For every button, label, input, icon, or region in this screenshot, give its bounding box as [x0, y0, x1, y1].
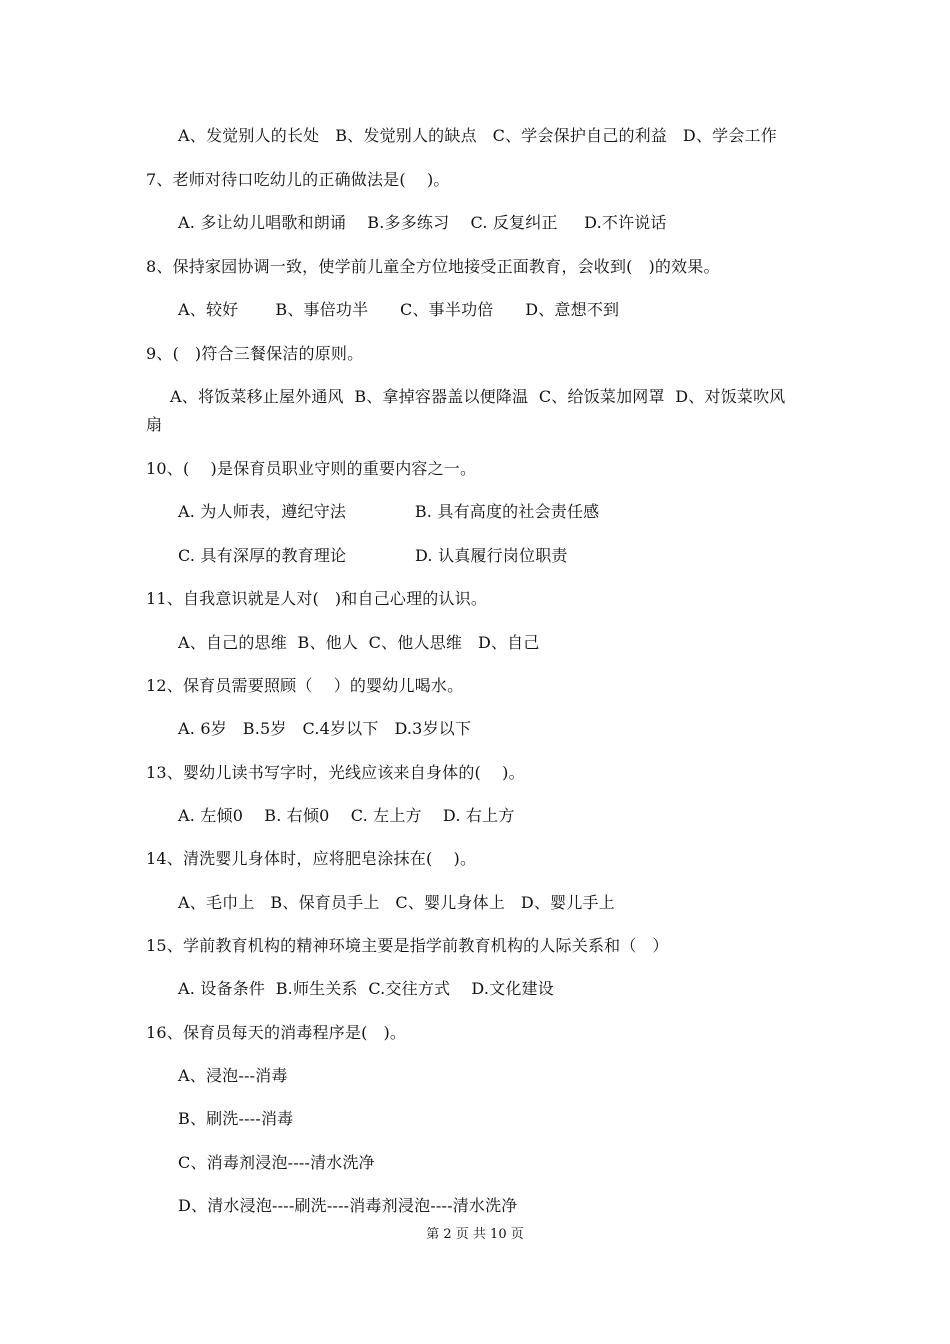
question-15: 15、学前教育机构的精神环境主要是指学前教育机构的人际关系和（ ）	[146, 936, 669, 955]
question-13: 13、婴幼儿读书写字时，光线应该来自身体的( )。	[146, 763, 525, 782]
q16-option-b: B、刷洗----消毒	[178, 1109, 294, 1128]
q9-options-wrap: 扇	[146, 415, 163, 434]
q16-option-a: A、浸泡---消毒	[178, 1066, 288, 1085]
q8-options: A、较好 B、事倍功半 C、事半功倍 D、意想不到	[178, 300, 620, 319]
question-14: 14、清洗婴儿身体时，应将肥皂涂抹在( )。	[146, 849, 477, 868]
question-12: 12、保育员需要照顾（ ）的婴幼儿喝水。	[146, 676, 464, 695]
q9-options: A、将饭菜移止屋外通风 B、拿掉容器盖以便降温 C、给饭菜加网罩 D、对饭菜吹风	[170, 387, 786, 406]
q16-option-d: D、清水浸泡----刷洗----消毒剂浸泡----清水洗净	[178, 1196, 518, 1215]
q6-options: A、发觉别人的长处 B、发觉别人的缺点 C、学会保护自己的利益 D、学会工作	[178, 126, 777, 145]
question-11: 11、自我意识就是人对( )和自己心理的认识。	[146, 589, 488, 608]
q14-options: A、毛巾上 B、保育员手上 C、婴儿身体上 D、婴儿手上	[178, 893, 615, 912]
question-9: 9、( )符合三餐保洁的原则。	[146, 344, 364, 363]
q10-options-row1: A. 为人师表，遵纪守法 B. 具有高度的社会责任感	[178, 502, 600, 521]
question-10: 10、( )是保育员职业守则的重要内容之一。	[146, 459, 477, 478]
q12-options: A. 6岁 B.5岁 C.4岁以下 D.3岁以下	[178, 719, 472, 738]
q7-options: A. 多让幼儿唱歌和朗诵 B.多多练习 C. 反复纠正 D.不许说话	[178, 213, 667, 232]
question-7: 7、老师对待口吃幼儿的正确做法是( )。	[146, 170, 450, 189]
question-16: 16、保育员每天的消毒程序是( )。	[146, 1023, 407, 1042]
q15-options: A. 设备条件 B.师生关系 C.交往方式 D.文化建设	[178, 979, 554, 998]
q13-options: A. 左倾0 B. 右倾0 C. 左上方 D. 右上方	[178, 806, 515, 825]
q10-options-row2: C. 具有深厚的教育理论 D. 认真履行岗位职责	[178, 546, 568, 565]
q11-options: A、自己的思维 B、他人 C、他人思维 D、自己	[178, 633, 540, 652]
q16-option-c: C、消毒剂浸泡----清水洗净	[178, 1153, 375, 1172]
question-8: 8、保持家园协调一致，使学前儿童全方位地接受正面教育，会收到( )的效果。	[146, 257, 720, 276]
page-footer: 第 2 页 共 10 页	[426, 1227, 524, 1242]
